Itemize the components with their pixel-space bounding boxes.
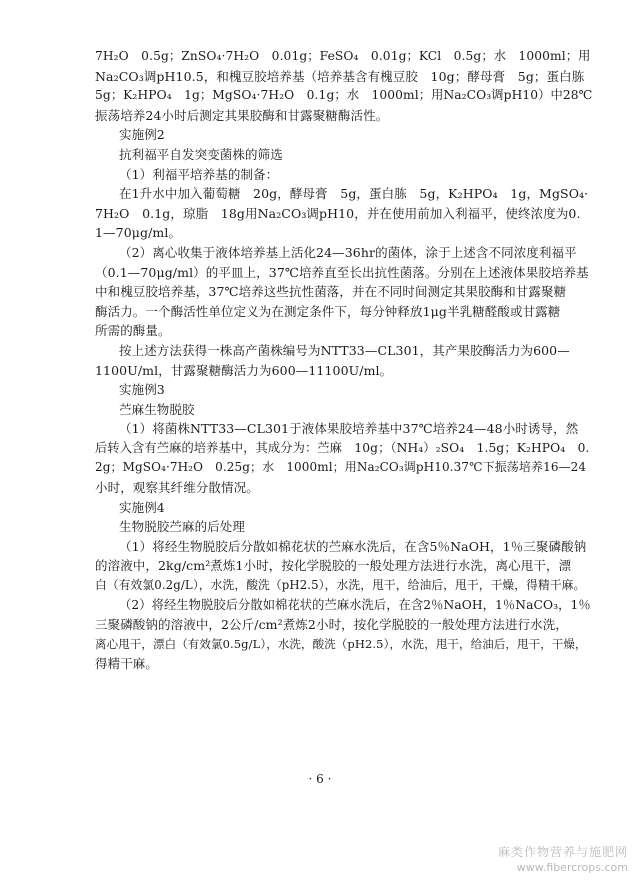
text-line: 实施例3: [119, 382, 165, 398]
text-line: （1）将菌株NTT33—CL301于液体果胶培养基中37℃培养24—48小时诱导，然: [119, 421, 579, 437]
text-line: （2）将经生物脱胶后分散如棉花状的苎麻水洗后，在含2％NaOH，1％NaCO₃，1％: [119, 597, 591, 612]
text-line: 小时，观察其纤维分散情况。: [95, 480, 259, 496]
watermark-site-name: 麻类作物营养与施肥网: [497, 845, 628, 859]
text-line: 按上述方法获得一株高产菌株编号为NTT33—CL301，其产果胶酶活力为600—: [119, 342, 570, 358]
text-line: 7H₂O 0.5g；ZnSO₄·7H₂O 0.01g；FeSO₄ 0.01g；KCl 0.5g；水 1000ml；用: [95, 49, 591, 63]
text-line: 实施例4: [119, 499, 165, 515]
text-line: （1）利福平培养基的制备：: [119, 166, 279, 182]
text-line: （2）离心收集于液体培养基上活化24—36hr的菌体，涂于上述含不同浓度利福平: [119, 244, 577, 260]
page-number: · 6 ·: [308, 772, 332, 786]
text-line: 所需的酶量。: [95, 323, 171, 339]
text-line: 白（有效氯0.2g/L），水洗，酸洗（pH2.5），水洗，甩干，给油后，甩干，干燥，得精干麻。: [95, 578, 586, 593]
text-line: 苎麻生物脱胶: [119, 401, 195, 417]
text-line: 1100U/ml，甘露聚糖酶活力为600—11100U/ml。: [95, 362, 393, 378]
text-line: （1）将经生物脱胶后分散如棉花状的苎麻水洗后，在含5％NaOH，1％三聚磷酸钠: [119, 538, 587, 554]
text-line: 在1升水中加入葡萄糖 20g，酵母膏 5g，蛋白胨 5g，K₂HPO₄ 1g，MgSO₄·: [119, 186, 589, 202]
watermark-url: www.fibercrops.com: [516, 861, 628, 874]
text-line: 中和槐豆胶培养基，37℃培养这些抗性菌落，并在不同时间测定其果胶酶和甘露聚糖: [95, 284, 567, 300]
text-line: 酶活力。一个酶活性单位定义为在测定条件下，每分钟释放1μg半乳糖醛酸或甘露糖: [95, 303, 561, 319]
text-line: Na₂CO₃调pH10.5，和槐豆胶培养基（培养基含有槐豆胶 10g；酵母膏 5g；蛋白胨: [95, 68, 585, 84]
text-line: 实施例2: [119, 127, 165, 143]
text-line: 7H₂O 0.1g，琼脂 18g用Na₂CO₃调pH10，并在使用前加入利福平，使终浓度为0.: [95, 205, 581, 221]
text-line: 2g；MgSO₄·7H₂O 0.25g；水 1000ml；用Na₂CO₃调pH10.37℃下振荡培养16—24: [95, 460, 587, 475]
text-line: 振荡培养24小时后测定其果胶酶和甘露聚糖酶活性。: [95, 107, 389, 123]
text-line: 后转入含有苎麻的培养基中，其成分为：苎麻 10g；（NH₄）₂SO₄ 1.5g；K₂HPO₄ 0.: [95, 440, 590, 455]
text-line: （0.1—70μg/ml）的平皿上，37℃培养直至长出抗性菌落。分别在上述液体果胶培养基: [95, 264, 589, 280]
text-line: 的溶液中，2kg/cm²煮炼1小时，按化学脱胶的一般处理方法进行水洗，离心甩干，漂: [95, 558, 572, 574]
text-line: 离心甩干，漂白（有效氯0.5g/L），水洗，酸洗（pH2.5），水洗，甩干，给油后，甩干，干燥，: [95, 636, 587, 651]
text-line: 三聚磷酸钠的溶液中，2公斤/cm²煮炼2小时，按化学脱胶的一般处理方法进行水洗，: [95, 617, 568, 633]
site-watermark: [498, 845, 628, 875]
text-line: 5g；K₂HPO₄ 1g；MgSO₄·7H₂O 0.1g；水 1000ml；用Na₂CO₃调pH10）中28℃: [95, 88, 593, 103]
text-line: 抗利福平自发突变菌株的筛选: [119, 146, 283, 162]
body-text: [95, 47, 595, 674]
text-line: 1—70μg/ml。: [95, 225, 182, 241]
text-line: 生物脱胶苎麻的后处理: [119, 519, 246, 535]
text-line: 得精干麻。: [95, 656, 159, 672]
